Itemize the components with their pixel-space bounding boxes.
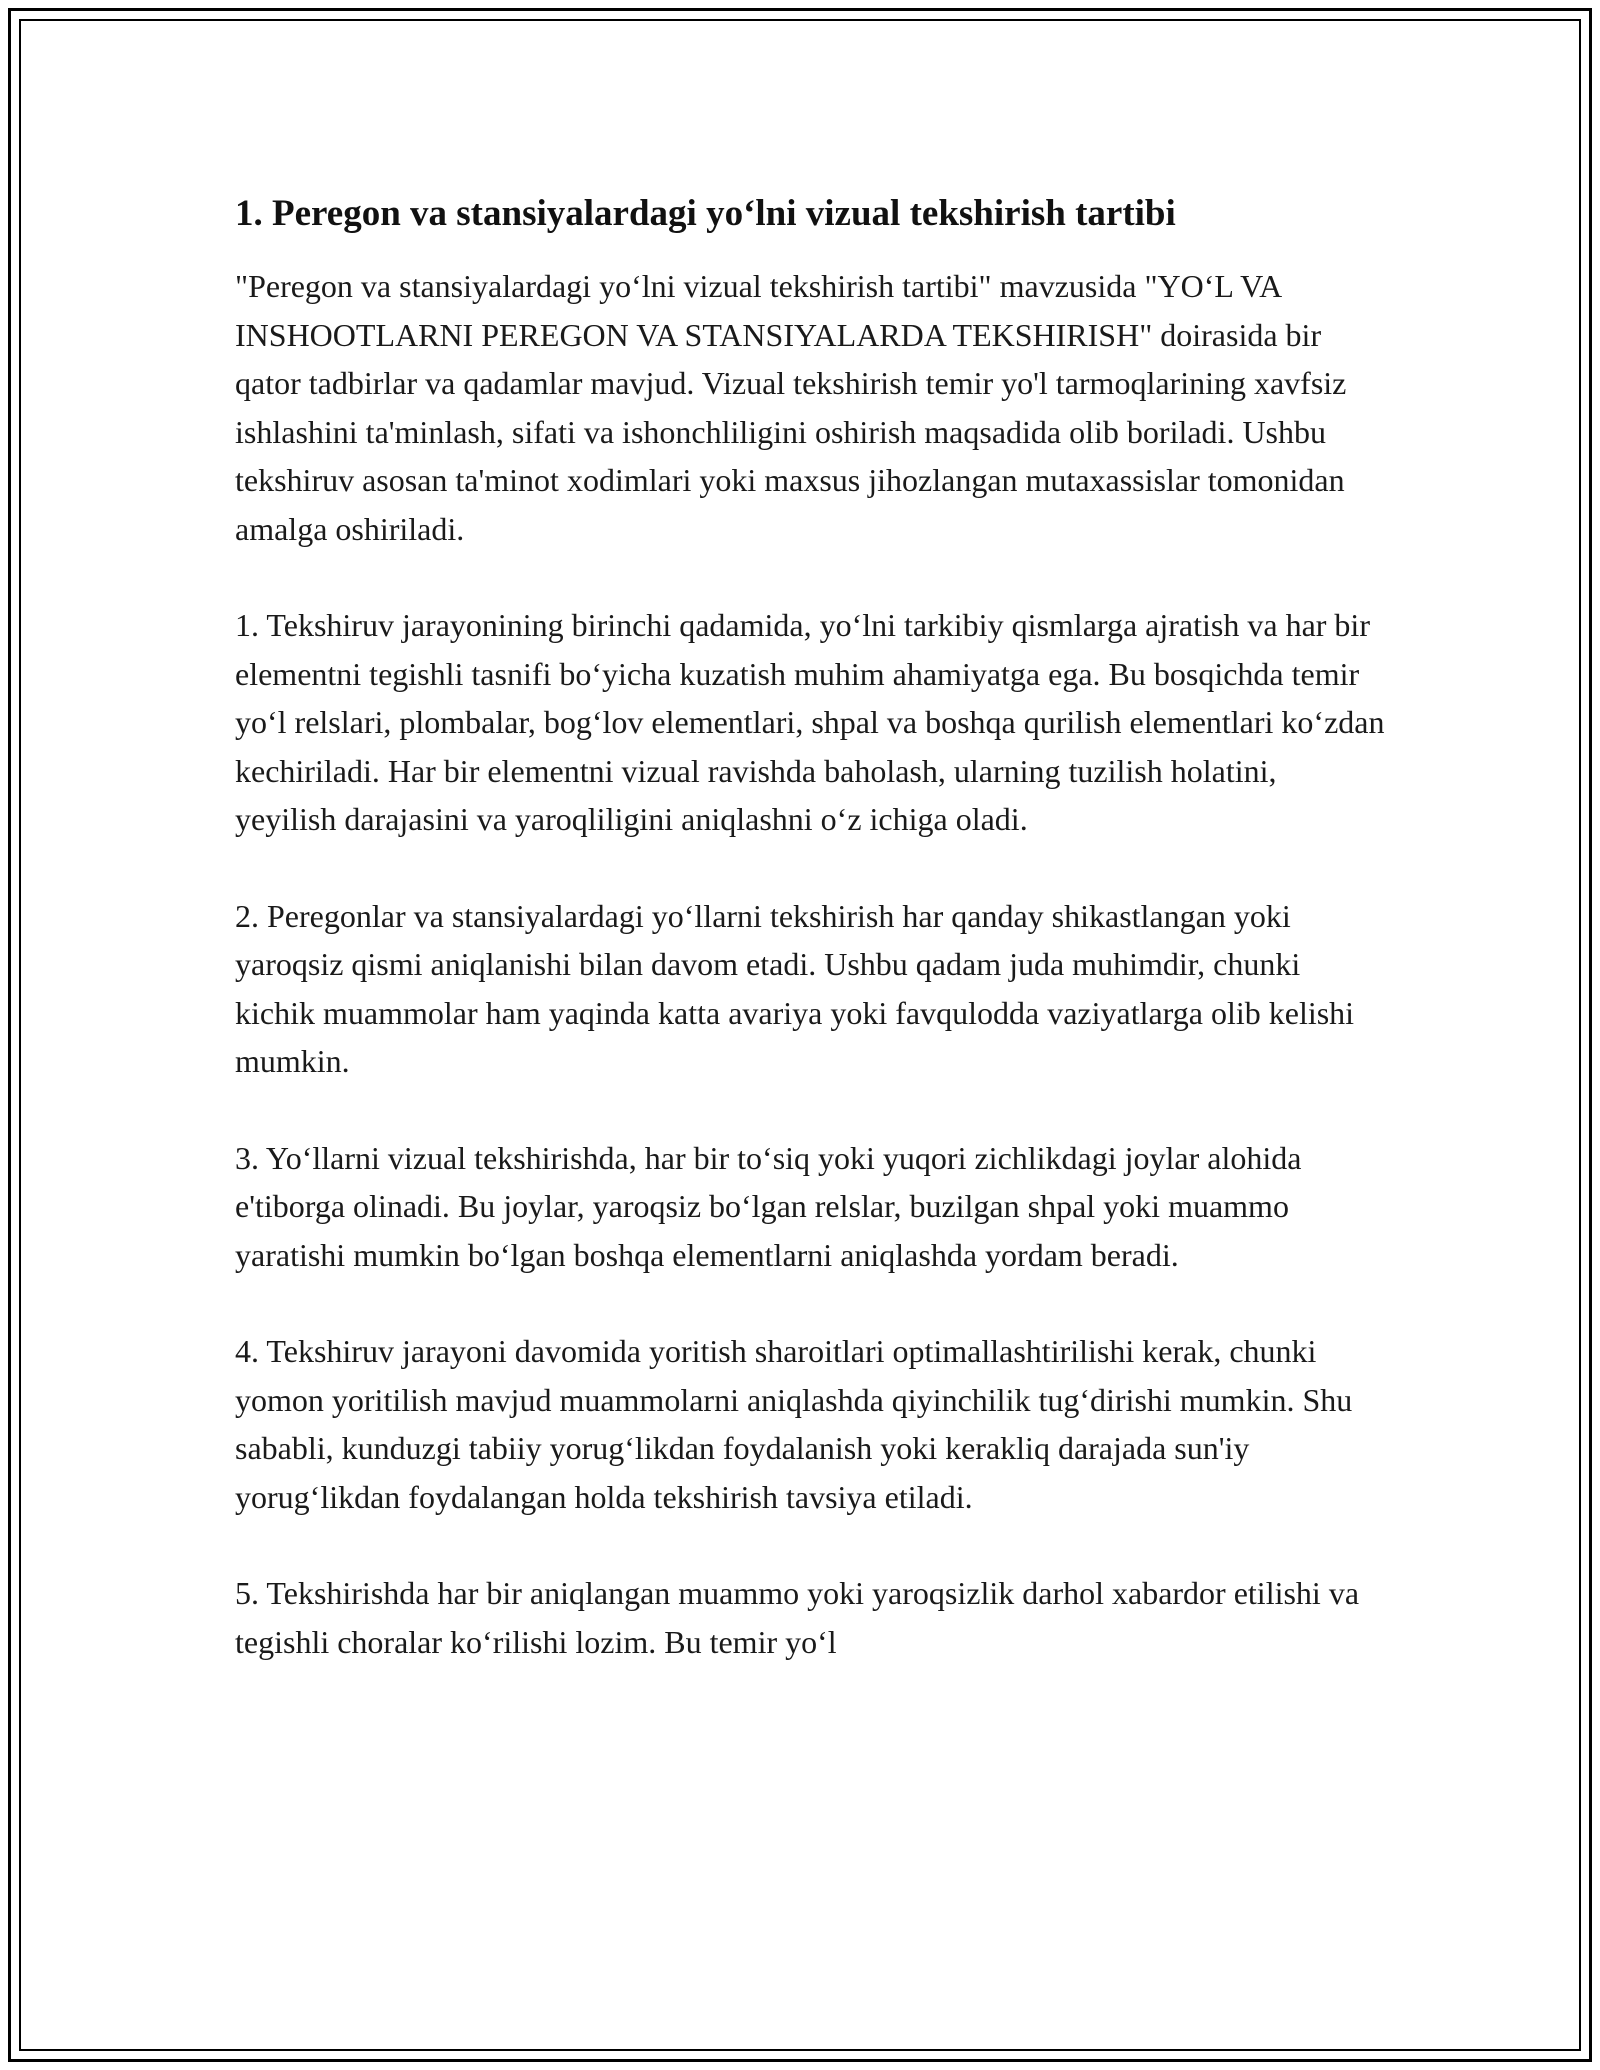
paragraph-step-4: 4. Tekshiruv jarayoni davomida yoritish sharoitlari optimallashtirilishi kerak, chunki yomon yoritilish mavjud muammolarni aniqlashda qiyinchilik tug‘dirishi mumkin. Shu sababli, kunduzgi tabiiy yorug‘likdan foydalanish yoki kerakliq darajada sun'iy yorug‘likdan foydalangan holda tekshirish tavsiya etiladi. bbox=[235, 1333, 1353, 1515]
paragraph-step-2: 2. Peregonlar va stansiyalardagi yo‘llarni tekshirish har qanday shikastlangan yoki yaroqsiz qismi aniqlanishi bilan davom etadi. Ushbu qadam juda muhimdir, chunki kichik muammolar ham yaqinda katta avariya yoki favqulodda vaziyatlarga olib kelishi mumkin. bbox=[235, 897, 1355, 1079]
paragraph-step-3: 3. Yo‘llarni vizual tekshirishda, har bir to‘siq yoki yuqori zichlikdagi joylar alohida e'tiborga olinadi. Bu joylar, yaroqsiz bo‘lgan relslar, buzilgan shpal yoki muammo yaratishi mumkin bo‘lgan boshqa elementlarni aniqlashda yordam beradi. bbox=[235, 1139, 1302, 1273]
paragraph-intro: "Peregon va stansiyalardagi yo‘lni vizual tekshirish tartibi" mavzusida "YO‘L VA INSHOOTLARNI PEREGON VA STANSIYALARDA TEKSHIRISH" doirasida bir qator tadbirlar va qadamlar mavjud. Vizual tekshirish temir yo'l tarmoqlarining xavfsiz ishlashini ta'minlash, sifati va ishonchliligini oshirish maqsadida olib boriladi. Ushbu tekshiruv asosan ta'minot xodimlari yoki maxsus jihozlangan mutaxassislar tomonidan amalga oshiriladi. bbox=[235, 268, 1347, 547]
document-body bbox=[235, 188, 1385, 1714]
paragraph-step-5: 5. Tekshirishda har bir aniqlangan muammo yoki yaroqsizlik darhol xabardor etilishi va tegishli choralar ko‘rilishi lozim. Bu temir yo‘l bbox=[235, 1575, 1360, 1660]
paragraph-step-1: 1. Tekshiruv jarayonining birinchi qadamida, yo‘lni tarkibiy qismlarga ajratish va har bir elementni tegishli tasnifi bo‘yicha kuzatish muhim ahamiyatga ega. Bu bosqichda temir yo‘l relslari, plombalar, bog‘lov elementlari, shpal va boshqa qurilish elementlari ko‘zdan kechiriladi. Har bir elementni vizual ravishda baholash, ularning tuzilish holatini, yeyilish darajasini va yaroqliligini aniqlashni o‘z ichiga oladi. bbox=[235, 607, 1385, 837]
document-title: 1. Peregon va stansiyalardagi yo‘lni vizual tekshirish tartibi bbox=[235, 193, 1176, 234]
